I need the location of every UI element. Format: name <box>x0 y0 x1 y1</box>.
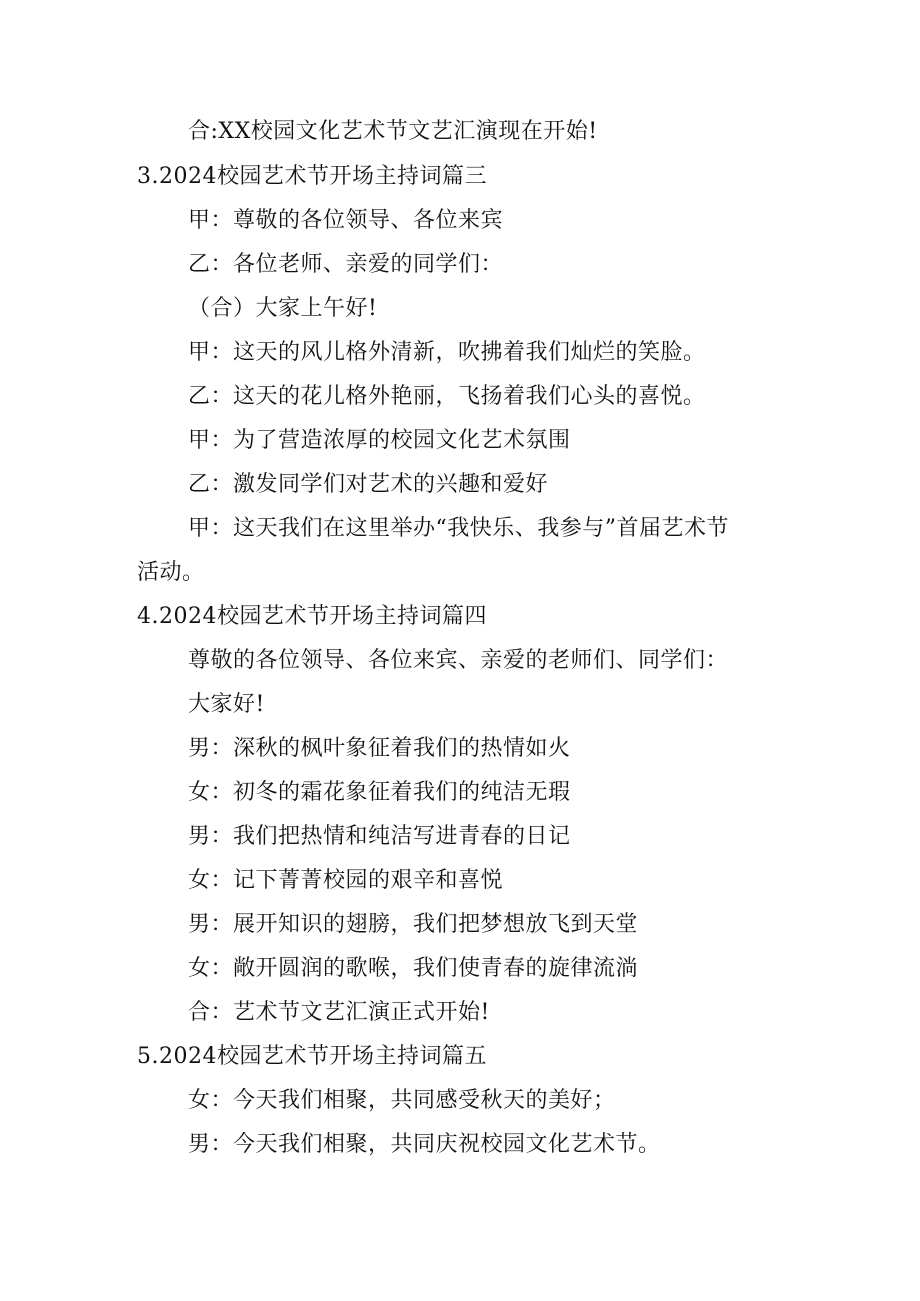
section-heading-5: 5.2024校园艺术节开场主持词篇五 <box>137 1044 487 1069</box>
dialogue-line: 男：今天我们相聚，共同庆祝校园文化艺术节。 <box>188 1132 661 1157</box>
dialogue-line: 甲：尊敬的各位领导、各位来宾 <box>188 208 504 233</box>
greeting-line: 尊敬的各位领导、各位来宾、亲爱的老师们、同学们： <box>188 648 729 673</box>
dialogue-line: 女：今天我们相聚，共同感受秋天的美好； <box>188 1088 616 1113</box>
dialogue-line: 男：展开知识的翅膀，我们把梦想放飞到天堂 <box>188 912 639 937</box>
dialogue-line: 甲：为了营造浓厚的校园文化艺术氛围 <box>188 428 571 453</box>
dialogue-line-continuation: 活动。 <box>137 560 205 585</box>
closing-line-section-2: 合:XX校园文化艺术节文艺汇演现在开始! <box>188 119 598 144</box>
dialogue-line: 甲：这天我们在这里举办“我快乐、我参与”首届艺术节 <box>188 516 729 541</box>
dialogue-line: 女：敞开圆润的歌喉，我们使青春的旋律流淌 <box>188 956 639 981</box>
section-heading-4: 4.2024校园艺术节开场主持词篇四 <box>137 604 487 629</box>
dialogue-line: 男：深秋的枫叶象征着我们的热情如火 <box>188 736 571 761</box>
dialogue-line: 女：记下菁菁校园的艰辛和喜悦 <box>188 868 504 893</box>
dialogue-line: 甲：这天的风儿格外清新，吹拂着我们灿烂的笑脸。 <box>188 340 706 365</box>
dialogue-line: 乙：这天的花儿格外艳丽，飞扬着我们心头的喜悦。 <box>188 384 706 409</box>
dialogue-line: 女：初冬的霜花象征着我们的纯洁无瑕 <box>188 780 571 805</box>
dialogue-line: 乙：激发同学们对艺术的兴趣和爱好 <box>188 472 549 497</box>
dialogue-line: （合）大家上午好! <box>188 296 378 321</box>
section-heading-3: 3.2024校园艺术节开场主持词篇三 <box>137 164 487 189</box>
dialogue-line: 乙：各位老师、亲爱的同学们： <box>188 252 504 277</box>
dialogue-line: 男：我们把热情和纯洁写进青春的日记 <box>188 824 571 849</box>
greeting-line: 大家好! <box>188 692 265 717</box>
dialogue-line: 合：艺术节文艺汇演正式开始! <box>188 1000 490 1025</box>
